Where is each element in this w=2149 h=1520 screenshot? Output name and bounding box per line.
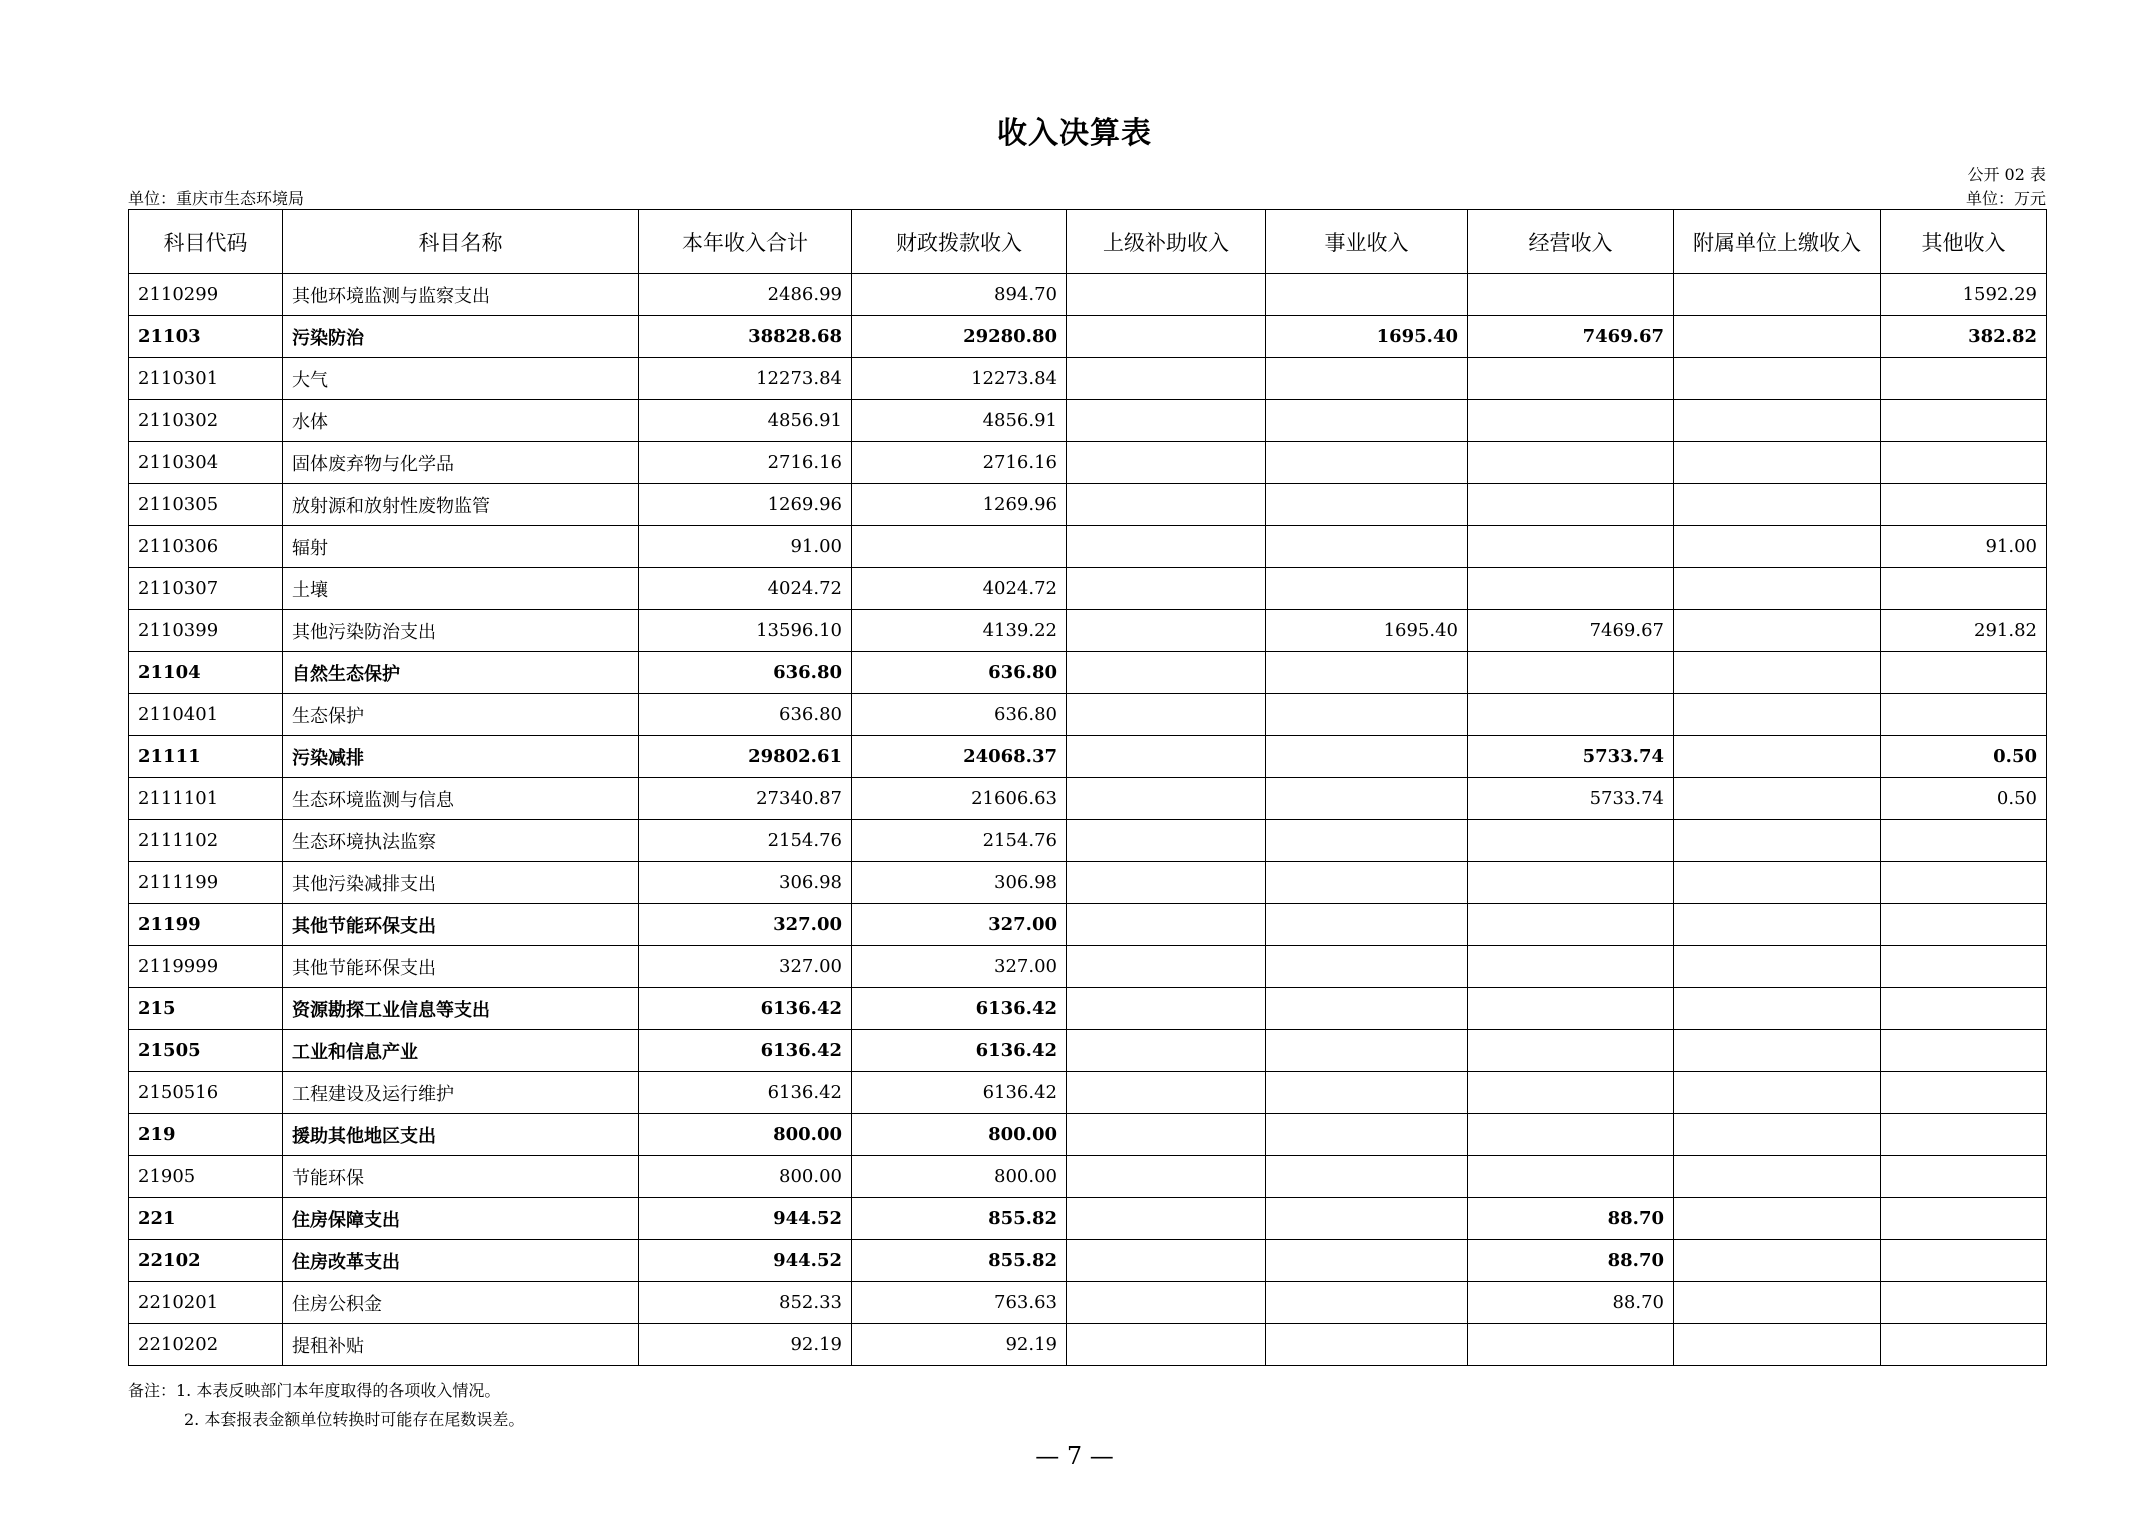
cell-affiliated — [1674, 568, 1881, 610]
cell-other — [1881, 1282, 2047, 1324]
cell-business — [1266, 274, 1468, 316]
cell-business: 1695.40 — [1266, 316, 1468, 358]
cell-total: 92.19 — [639, 1324, 852, 1366]
cell-other — [1881, 400, 2047, 442]
cell-name: 自然生态保护 — [283, 652, 639, 694]
cell-superior — [1067, 778, 1266, 820]
cell-fiscal: 327.00 — [852, 946, 1067, 988]
cell-superior — [1067, 694, 1266, 736]
cell-affiliated — [1674, 274, 1881, 316]
cell-affiliated — [1674, 946, 1881, 988]
cell-name: 固体废弃物与化学品 — [283, 442, 639, 484]
table-row — [129, 610, 2047, 652]
cell-business — [1266, 694, 1468, 736]
cell-business — [1266, 442, 1468, 484]
cell-name: 住房保障支出 — [283, 1198, 639, 1240]
cell-total: 27340.87 — [639, 778, 852, 820]
cell-other — [1881, 1240, 2047, 1282]
cell-total: 2716.16 — [639, 442, 852, 484]
cell-affiliated — [1674, 1030, 1881, 1072]
cell-code: 2119999 — [129, 946, 283, 988]
cell-fiscal: 1269.96 — [852, 484, 1067, 526]
cell-fiscal: 6136.42 — [852, 1030, 1067, 1072]
cell-operating — [1468, 526, 1674, 568]
cell-affiliated — [1674, 904, 1881, 946]
table-row — [129, 526, 2047, 568]
table-row — [129, 862, 2047, 904]
cell-fiscal: 855.82 — [852, 1240, 1067, 1282]
table-row — [129, 778, 2047, 820]
cell-affiliated — [1674, 988, 1881, 1030]
cell-affiliated — [1674, 694, 1881, 736]
cell-superior — [1067, 1156, 1266, 1198]
cell-fiscal: 2716.16 — [852, 442, 1067, 484]
cell-total: 800.00 — [639, 1156, 852, 1198]
cell-name: 污染减排 — [283, 736, 639, 778]
cell-code: 22102 — [129, 1240, 283, 1282]
cell-total: 800.00 — [639, 1114, 852, 1156]
cell-total: 4856.91 — [639, 400, 852, 442]
cell-code: 2110305 — [129, 484, 283, 526]
cell-name: 污染防治 — [283, 316, 639, 358]
cell-name: 援助其他地区支出 — [283, 1114, 639, 1156]
cell-affiliated — [1674, 1072, 1881, 1114]
cell-other: 291.82 — [1881, 610, 2047, 652]
cell-other — [1881, 988, 2047, 1030]
cell-operating — [1468, 946, 1674, 988]
cell-affiliated — [1674, 652, 1881, 694]
cell-superior — [1067, 1240, 1266, 1282]
cell-affiliated — [1674, 484, 1881, 526]
cell-fiscal: 4139.22 — [852, 610, 1067, 652]
table-row — [129, 1072, 2047, 1114]
cell-total: 12273.84 — [639, 358, 852, 400]
form-number: 公开 02 表 — [1967, 165, 2046, 184]
cell-fiscal: 855.82 — [852, 1198, 1067, 1240]
cell-business — [1266, 778, 1468, 820]
cell-operating — [1468, 1072, 1674, 1114]
cell-name: 土壤 — [283, 568, 639, 610]
table-row — [129, 568, 2047, 610]
cell-superior — [1067, 274, 1266, 316]
cell-name: 辐射 — [283, 526, 639, 568]
cell-fiscal: 894.70 — [852, 274, 1067, 316]
table-row — [129, 694, 2047, 736]
cell-total: 944.52 — [639, 1240, 852, 1282]
cell-fiscal: 29280.80 — [852, 316, 1067, 358]
table-row — [129, 316, 2047, 358]
cell-code: 21111 — [129, 736, 283, 778]
cell-operating: 88.70 — [1468, 1240, 1674, 1282]
header-fiscal: 财政拨款收入 — [852, 210, 1067, 274]
cell-business — [1266, 946, 1468, 988]
cell-other — [1881, 946, 2047, 988]
header-other: 其他收入 — [1881, 210, 2047, 274]
cell-operating — [1468, 862, 1674, 904]
cell-other — [1881, 568, 2047, 610]
cell-superior — [1067, 946, 1266, 988]
table-row — [129, 652, 2047, 694]
cell-operating — [1468, 1030, 1674, 1072]
header-name: 科目名称 — [283, 210, 639, 274]
cell-name: 大气 — [283, 358, 639, 400]
cell-operating: 7469.67 — [1468, 610, 1674, 652]
cell-other: 0.50 — [1881, 736, 2047, 778]
cell-superior — [1067, 652, 1266, 694]
cell-name: 生态环境监测与信息 — [283, 778, 639, 820]
unit-currency: 单位：万元 — [1965, 189, 2046, 208]
cell-total: 306.98 — [639, 862, 852, 904]
cell-code: 2110301 — [129, 358, 283, 400]
table-row — [129, 1240, 2047, 1282]
cell-operating: 5733.74 — [1468, 778, 1674, 820]
cell-operating — [1468, 358, 1674, 400]
cell-affiliated — [1674, 400, 1881, 442]
cell-operating — [1468, 568, 1674, 610]
table-row — [129, 358, 2047, 400]
cell-affiliated — [1674, 610, 1881, 652]
cell-affiliated — [1674, 862, 1881, 904]
cell-name: 水体 — [283, 400, 639, 442]
cell-fiscal: 24068.37 — [852, 736, 1067, 778]
cell-business — [1266, 1030, 1468, 1072]
cell-superior — [1067, 526, 1266, 568]
cell-superior — [1067, 442, 1266, 484]
header-operating: 经营收入 — [1468, 210, 1674, 274]
cell-business — [1266, 526, 1468, 568]
cell-affiliated — [1674, 1324, 1881, 1366]
cell-code: 2110306 — [129, 526, 283, 568]
cell-fiscal — [852, 526, 1067, 568]
cell-total: 6136.42 — [639, 988, 852, 1030]
cell-total: 327.00 — [639, 904, 852, 946]
cell-code: 2150516 — [129, 1072, 283, 1114]
cell-fiscal: 92.19 — [852, 1324, 1067, 1366]
cell-superior — [1067, 610, 1266, 652]
cell-superior — [1067, 1282, 1266, 1324]
cell-superior — [1067, 1072, 1266, 1114]
cell-operating — [1468, 1114, 1674, 1156]
cell-fiscal: 2154.76 — [852, 820, 1067, 862]
cell-name: 生态环境执法监察 — [283, 820, 639, 862]
table-row — [129, 1030, 2047, 1072]
table-row — [129, 1324, 2047, 1366]
cell-fiscal: 327.00 — [852, 904, 1067, 946]
cell-other — [1881, 1156, 2047, 1198]
cell-business — [1266, 1072, 1468, 1114]
cell-other — [1881, 904, 2047, 946]
note-line-1: 备注：1. 本表反映部门本年度取得的各项收入情况。 — [128, 1381, 501, 1400]
cell-business — [1266, 988, 1468, 1030]
cell-superior — [1067, 358, 1266, 400]
cell-name: 住房改革支出 — [283, 1240, 639, 1282]
header-code: 科目代码 — [129, 210, 283, 274]
page-number: — 7 — — [1035, 1442, 1114, 1470]
cell-code: 219 — [129, 1114, 283, 1156]
cell-total: 1269.96 — [639, 484, 852, 526]
cell-total: 2486.99 — [639, 274, 852, 316]
header-affiliated: 附属单位上缴收入 — [1674, 210, 1881, 274]
cell-affiliated — [1674, 736, 1881, 778]
cell-affiliated — [1674, 778, 1881, 820]
cell-superior — [1067, 820, 1266, 862]
table-row — [129, 442, 2047, 484]
cell-superior — [1067, 484, 1266, 526]
cell-superior — [1067, 400, 1266, 442]
cell-name: 其他节能环保支出 — [283, 946, 639, 988]
cell-business — [1266, 862, 1468, 904]
cell-operating — [1468, 484, 1674, 526]
cell-total: 944.52 — [639, 1198, 852, 1240]
page-title: 收入决算表 — [997, 116, 1152, 151]
cell-superior — [1067, 862, 1266, 904]
cell-business — [1266, 484, 1468, 526]
cell-business — [1266, 904, 1468, 946]
cell-name: 放射源和放射性废物监管 — [283, 484, 639, 526]
cell-name: 提租补贴 — [283, 1324, 639, 1366]
cell-code: 21104 — [129, 652, 283, 694]
cell-other — [1881, 694, 2047, 736]
note-line-2: 2. 本套报表金额单位转换时可能存在尾数误差。 — [184, 1410, 525, 1429]
table-row — [129, 946, 2047, 988]
cell-superior — [1067, 1030, 1266, 1072]
cell-total: 6136.42 — [639, 1030, 852, 1072]
cell-business — [1266, 652, 1468, 694]
cell-name: 其他污染防治支出 — [283, 610, 639, 652]
table-row — [129, 736, 2047, 778]
cell-name: 其他污染减排支出 — [283, 862, 639, 904]
cell-total: 4024.72 — [639, 568, 852, 610]
table-row — [129, 1282, 2047, 1324]
cell-code: 221 — [129, 1198, 283, 1240]
cell-business — [1266, 1114, 1468, 1156]
cell-other: 91.00 — [1881, 526, 2047, 568]
cell-other: 382.82 — [1881, 316, 2047, 358]
cell-business — [1266, 568, 1468, 610]
cell-name: 工业和信息产业 — [283, 1030, 639, 1072]
table-row — [129, 1198, 2047, 1240]
cell-code: 2111199 — [129, 862, 283, 904]
cell-operating — [1468, 820, 1674, 862]
cell-business — [1266, 1282, 1468, 1324]
cell-affiliated — [1674, 358, 1881, 400]
cell-other — [1881, 1324, 2047, 1366]
cell-total: 2154.76 — [639, 820, 852, 862]
table-row — [129, 1156, 2047, 1198]
cell-other — [1881, 442, 2047, 484]
cell-other — [1881, 1030, 2047, 1072]
table-row — [129, 400, 2047, 442]
cell-code: 2111102 — [129, 820, 283, 862]
cell-operating — [1468, 694, 1674, 736]
cell-operating — [1468, 400, 1674, 442]
cell-superior — [1067, 316, 1266, 358]
cell-name: 工程建设及运行维护 — [283, 1072, 639, 1114]
cell-name: 资源勘探工业信息等支出 — [283, 988, 639, 1030]
cell-business — [1266, 1198, 1468, 1240]
cell-other — [1881, 1072, 2047, 1114]
cell-code: 21103 — [129, 316, 283, 358]
cell-affiliated — [1674, 1114, 1881, 1156]
cell-business — [1266, 1324, 1468, 1366]
cell-business — [1266, 820, 1468, 862]
cell-operating — [1468, 1324, 1674, 1366]
income-table — [128, 209, 2047, 1366]
cell-code: 2110399 — [129, 610, 283, 652]
cell-other — [1881, 820, 2047, 862]
header-superior: 上级补助收入 — [1067, 210, 1266, 274]
cell-total: 327.00 — [639, 946, 852, 988]
cell-fiscal: 4856.91 — [852, 400, 1067, 442]
cell-business — [1266, 1156, 1468, 1198]
cell-other — [1881, 1198, 2047, 1240]
cell-other — [1881, 862, 2047, 904]
cell-code: 2110307 — [129, 568, 283, 610]
cell-code: 2110302 — [129, 400, 283, 442]
table-row — [129, 484, 2047, 526]
cell-fiscal: 12273.84 — [852, 358, 1067, 400]
table-row — [129, 988, 2047, 1030]
cell-affiliated — [1674, 820, 1881, 862]
cell-affiliated — [1674, 1198, 1881, 1240]
cell-other — [1881, 484, 2047, 526]
table-row — [129, 820, 2047, 862]
cell-operating — [1468, 904, 1674, 946]
cell-other: 0.50 — [1881, 778, 2047, 820]
cell-code: 21905 — [129, 1156, 283, 1198]
cell-other — [1881, 1114, 2047, 1156]
header-total: 本年收入合计 — [639, 210, 852, 274]
cell-affiliated — [1674, 526, 1881, 568]
cell-fiscal: 763.63 — [852, 1282, 1067, 1324]
cell-code: 2210202 — [129, 1324, 283, 1366]
cell-total: 636.80 — [639, 694, 852, 736]
cell-other: 1592.29 — [1881, 274, 2047, 316]
unit-organization: 单位：重庆市生态环境局 — [128, 189, 305, 208]
cell-operating: 7469.67 — [1468, 316, 1674, 358]
notes — [128, 1376, 524, 1434]
cell-fiscal: 6136.42 — [852, 1072, 1067, 1114]
cell-total: 91.00 — [639, 526, 852, 568]
cell-superior — [1067, 1198, 1266, 1240]
cell-code: 2210201 — [129, 1282, 283, 1324]
cell-total: 38828.68 — [639, 316, 852, 358]
cell-affiliated — [1674, 1240, 1881, 1282]
cell-code: 215 — [129, 988, 283, 1030]
table-row — [129, 904, 2047, 946]
cell-total: 852.33 — [639, 1282, 852, 1324]
table-row — [129, 1114, 2047, 1156]
cell-superior — [1067, 1324, 1266, 1366]
cell-code: 2110299 — [129, 274, 283, 316]
cell-operating — [1468, 274, 1674, 316]
table-row — [129, 274, 2047, 316]
cell-superior — [1067, 904, 1266, 946]
header-row — [129, 210, 2047, 274]
cell-affiliated — [1674, 442, 1881, 484]
cell-name: 其他环境监测与监察支出 — [283, 274, 639, 316]
cell-superior — [1067, 736, 1266, 778]
cell-code: 2111101 — [129, 778, 283, 820]
cell-fiscal: 800.00 — [852, 1114, 1067, 1156]
cell-code: 21505 — [129, 1030, 283, 1072]
cell-total: 6136.42 — [639, 1072, 852, 1114]
cell-superior — [1067, 568, 1266, 610]
cell-fiscal: 306.98 — [852, 862, 1067, 904]
cell-business — [1266, 400, 1468, 442]
cell-affiliated — [1674, 316, 1881, 358]
cell-code: 2110304 — [129, 442, 283, 484]
cell-fiscal: 800.00 — [852, 1156, 1067, 1198]
cell-fiscal: 21606.63 — [852, 778, 1067, 820]
cell-code: 21199 — [129, 904, 283, 946]
cell-name: 节能环保 — [283, 1156, 639, 1198]
cell-operating: 88.70 — [1468, 1282, 1674, 1324]
cell-total: 29802.61 — [639, 736, 852, 778]
cell-name: 生态保护 — [283, 694, 639, 736]
cell-business — [1266, 358, 1468, 400]
cell-operating: 5733.74 — [1468, 736, 1674, 778]
cell-other — [1881, 652, 2047, 694]
cell-business — [1266, 736, 1468, 778]
table-body — [129, 274, 2047, 1366]
cell-fiscal: 6136.42 — [852, 988, 1067, 1030]
cell-other — [1881, 358, 2047, 400]
cell-fiscal: 636.80 — [852, 652, 1067, 694]
cell-name: 住房公积金 — [283, 1282, 639, 1324]
cell-superior — [1067, 1114, 1266, 1156]
cell-name: 其他节能环保支出 — [283, 904, 639, 946]
header-business: 事业收入 — [1266, 210, 1468, 274]
cell-business: 1695.40 — [1266, 610, 1468, 652]
cell-operating — [1468, 988, 1674, 1030]
cell-affiliated — [1674, 1156, 1881, 1198]
cell-affiliated — [1674, 1282, 1881, 1324]
cell-total: 636.80 — [639, 652, 852, 694]
cell-operating: 88.70 — [1468, 1198, 1674, 1240]
cell-superior — [1067, 988, 1266, 1030]
cell-operating — [1468, 1156, 1674, 1198]
cell-code: 2110401 — [129, 694, 283, 736]
cell-operating — [1468, 652, 1674, 694]
cell-business — [1266, 1240, 1468, 1282]
cell-total: 13596.10 — [639, 610, 852, 652]
cell-operating — [1468, 442, 1674, 484]
cell-fiscal: 636.80 — [852, 694, 1067, 736]
cell-fiscal: 4024.72 — [852, 568, 1067, 610]
